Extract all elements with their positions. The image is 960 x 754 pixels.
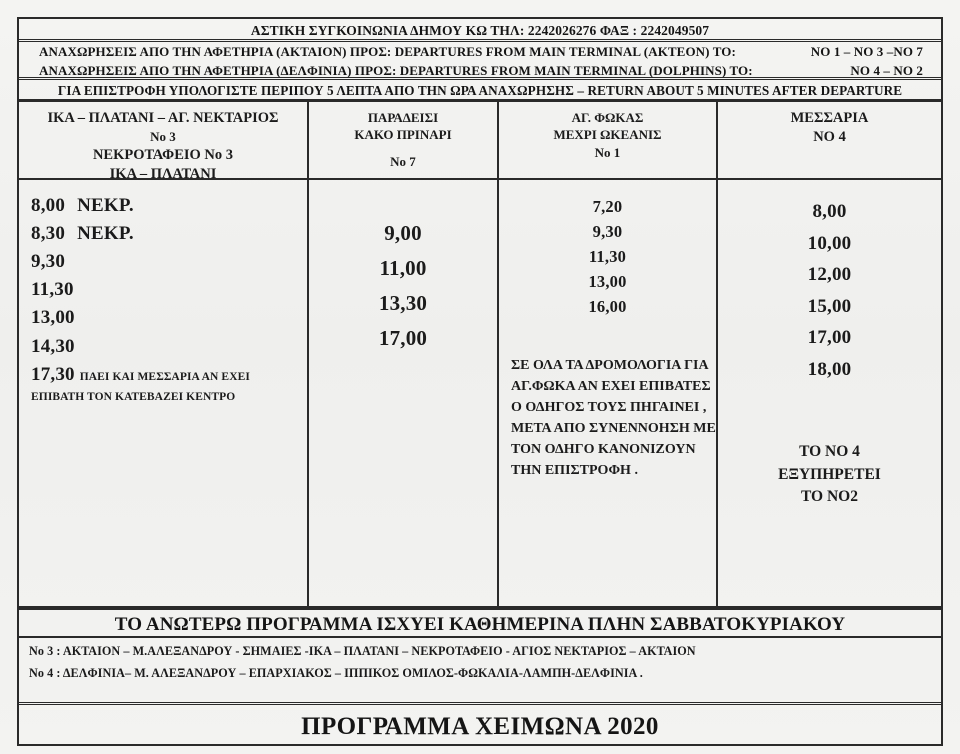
timetable-header-row [19, 102, 941, 180]
column-times-paradeisi [309, 180, 499, 606]
column-times-messaria [718, 180, 941, 606]
col2-head-line3: Νο 7 [390, 153, 416, 169]
col2-head-line2: ΚΑΚΟ ΠΡΙΝΑΡΙ [354, 127, 452, 143]
col4-note-line2: ΕΞΥΠΗΡΕΤΕΙ [778, 465, 881, 483]
col1-head-line2: Νο 3 [150, 129, 176, 145]
time-entry: 11,00 [379, 256, 427, 281]
time-entry: 11,30 [588, 247, 627, 267]
document-header [17, 17, 943, 101]
col4-head-line1: ΜΕΣΣΑΡΙΑ [790, 110, 869, 126]
time-entry: 16,00 [588, 297, 627, 317]
time-entry: 10,00 [807, 232, 852, 254]
time-value: 14,30 [31, 335, 75, 357]
footer-spacer [19, 684, 941, 702]
departure-text-dolphins: ΑΝΑΧΩΡΗΣΕΙΣ ΑΠΟ ΤΗΝ ΑΦΕΤΗΡΙΑ (ΔΕΛΦΙΝΙΑ) ΠΡΟΣ: DEPARTURES FROM MAIN TERMINAL (DOLPHINS) TO: [39, 63, 753, 78]
time-entry: 18,00 [807, 358, 852, 380]
time-label: ΝΕΚΡ. [77, 223, 134, 245]
validity-notice: ΤΟ ΑΝΩΤΕΡΩ ΠΡΟΓΡΑΜΜΑ ΙΣΧΥΕΙ ΚΑΘΗΜΕΡΙΝΑ ΠΛΗΝ ΣΑΒΒΑΤΟΚΥΡΙΑΚΟΥ [19, 608, 941, 638]
time-entry: 15,00 [807, 295, 852, 317]
column-times-ika-platani [19, 180, 309, 606]
time-entry [31, 276, 307, 304]
time-entry: 7,20 [592, 197, 623, 216]
time-value: 11,30 [31, 279, 74, 301]
time-entry [31, 333, 307, 361]
col1-note-line2: ΕΠΙΒΑΤΗ ΤΟΝ ΚΑΤΕΒΑΖΕΙ ΚΕΝΤΡΟ [31, 390, 236, 403]
departure-row-dolphins [19, 61, 941, 80]
col1-head-line1: ΙΚΑ – ΠΛΑΤΑΝΙ – ΑΓ. ΝΕΚΤΑΡΙΟΣ [47, 110, 279, 126]
col1-head-line4: ΙΚΑ – ΠΛΑΤΑΝΙ [109, 165, 217, 182]
col3-head-line1: ΑΓ. ΦΩΚΑΣ [571, 110, 644, 125]
col4-note-line3: ΤΟ ΝΟ2 [801, 488, 858, 506]
route-description-no4: Νο 4 : ΔΕΛΦΙΝΙΑ– Μ. ΑΛΕΞΑΝΔΡΟΥ – ΕΠΑΡΧΙΑΚΟΣ – ΙΠΠΙΚΟΣ ΟΜΙΛΟΣ-ΦΩΚΑΛΙΑ-ΛΑΜΠΗ-ΔΕΛΦΙΝΙΑ . [29, 666, 643, 680]
col2-time-list [309, 180, 497, 356]
departure-routes-dolphins: ΝΟ 4 – ΝΟ 2 [850, 63, 923, 78]
time-entry: 12,00 [807, 264, 852, 286]
timetable-grid [17, 100, 943, 608]
col4-head-line2: ΝΟ 4 [813, 129, 846, 146]
time-entry: 13,00 [588, 272, 627, 292]
time-entry [31, 304, 307, 332]
document-footer [17, 608, 943, 746]
col4-note-line1: ΤΟ ΝΟ 4 [799, 443, 860, 461]
time-entry [31, 220, 307, 248]
col1-inline-note: ΠΑΕΙ ΚΑΙ ΜΕΣΣΑΡΙΑ ΑΝ ΕΧΕΙ [79, 370, 250, 383]
time-value: 9,30 [31, 251, 66, 273]
column-times-ag-fokas [499, 180, 718, 606]
column-header-paradeisi [309, 102, 499, 178]
col2-head-line1: ΠΑΡΑΔΕΙΣΙ [367, 110, 439, 125]
time-entry: 9,30 [592, 222, 623, 242]
agency-title: ΑΣΤΙΚΗ ΣΥΓΚΟΙΝΩΝΙΑ ΔΗΜΟΥ ΚΩ ΤΗΛ: 2242026276 ΦΑΞ : 2242049507 [19, 19, 941, 42]
col3-note: ΣΕ ΟΛΑ ΤΑ ΔΡΟΜΟΛΟΓΙΑ ΓΙΑ ΑΓ.ΦΩΚΑ ΑΝ ΕΧΕΙ ΕΠΙΒΑΤΕΣ Ο ΟΔΗΓΟΣ ΤΟΥΣ ΠΗΓΑΙΝΕΙ , ΜΕΤΑ ΑΠΟ ΣΥΝΕΝΝΟΗΣΗ ΜΕ ΤΟΝ ΟΔΗΓΟ ΚΑΝΟΝΙΖΟΥΝ ΤΗΝ ΕΠΙΣΤΡΟΦΗ . [511, 358, 716, 479]
time-entry: 9,00 [384, 221, 422, 245]
col3-time-list [499, 180, 716, 319]
col3-head-line3: Νο 1 [594, 144, 621, 160]
col4-time-list [718, 180, 941, 385]
time-value: 17,30 [31, 363, 75, 385]
departure-routes-akteon: ΝΟ 1 – ΝΟ 3 –ΝΟ 7 [810, 44, 923, 59]
col1-time-list [19, 180, 307, 405]
col3-head-line2: ΜΕΧΡΙ ΩΚΕΑΝΙΣ [553, 127, 662, 143]
col1-head-line3: ΝΕΚΡΟΤΑΦΕΙΟ Νο 3 [92, 146, 234, 163]
time-label: ΝΕΚΡ. [77, 195, 134, 216]
season-title: ΠΡΟΓΡΑΜΜΑ ΧΕΙΜΩΝΑ 2020 [19, 702, 941, 744]
time-value: 8,30 [31, 223, 66, 245]
return-note: ΓΙΑ ΕΠΙΣΤΡΟΦΗ ΥΠΟΛΟΓΙΣΤΕ ΠΕΡΙΠΟΥ 5 ΛΕΠΤΑ ΑΠΟ ΤΗΝ ΩΡΑ ΑΝΑΧΩΡΗΣΗΣ – RETURN ABOUT 5 MINUTES AFTER DEPARTURE [19, 80, 941, 101]
time-entry: 8,00 [812, 201, 847, 222]
time-entry: 13,30 [378, 291, 428, 316]
column-header-messaria [718, 102, 941, 178]
time-entry: 17,00 [807, 327, 852, 349]
column-header-ag-fokas [499, 102, 718, 178]
departure-row-akteon [19, 42, 941, 61]
time-entry: 17,00 [378, 326, 428, 351]
route-description-no3: Νο 3 : ΑΚΤΑΙΟΝ – Μ.ΑΛΕΞΑΝΔΡΟΥ - ΣΗΜΑΙΕΣ -ΙΚΑ – ΠΛΑΤΑΝΙ – ΝΕΚΡΟΤΑΦΕΙΟ - ΑΓΙΟΣ ΝΕΚΤΑΡΙΟΣ – ΑΚΤΑΙΟΝ [29, 644, 696, 658]
time-entry [31, 192, 307, 220]
time-value: 8,00 [31, 195, 66, 216]
time-value: 13,00 [31, 307, 75, 329]
time-entry [31, 248, 307, 276]
departure-text-akteon: ΑΝΑΧΩΡΗΣΕΙΣ ΑΠΟ ΤΗΝ ΑΦΕΤΗΡΙΑ (ΑΚΤΑΙΟΝ) ΠΡΟΣ: DEPARTURES FROM MAIN TERMINAL (AKTEON) TO: [39, 44, 736, 59]
column-header-ika-platani [19, 102, 309, 182]
col4-note [718, 441, 941, 508]
timetable-body-row [19, 180, 941, 606]
time-entry [31, 361, 307, 389]
